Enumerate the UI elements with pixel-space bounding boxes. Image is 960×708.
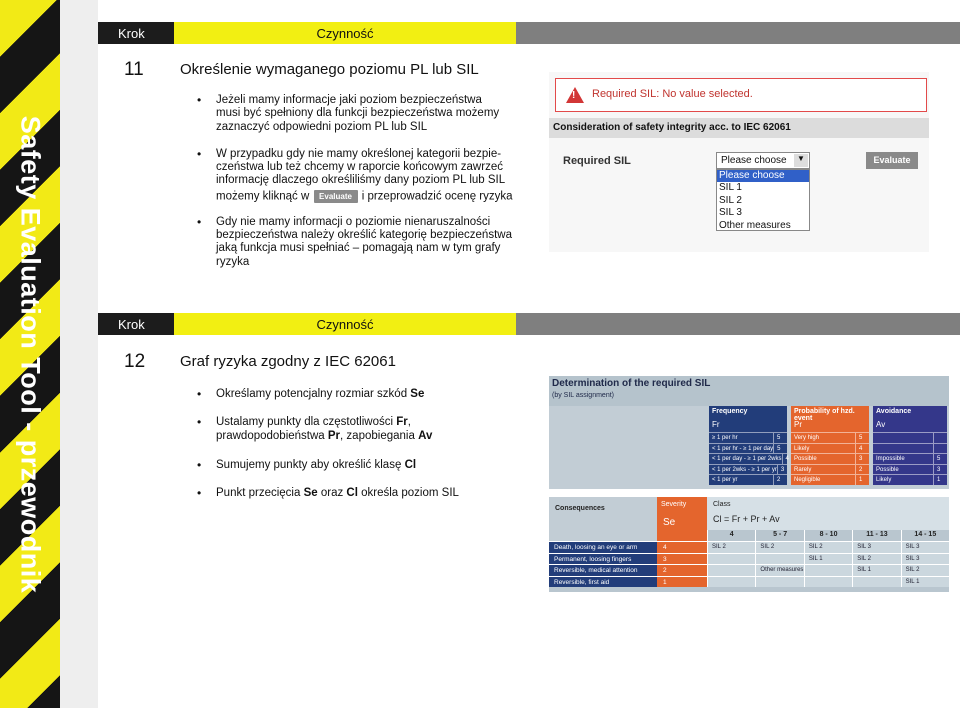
bullet-line: • Gdy nie mamy informacji o poziomie nienaruszalności (216, 215, 491, 228)
sil-option: Please choose (717, 170, 809, 182)
bullet-line: czeństwa lub też chcemy w raporcie końcowym zawrzeć (216, 161, 503, 174)
consequences-header: Consequences (549, 497, 657, 541)
sil-cell (707, 553, 755, 565)
row-points: 5 (773, 444, 787, 454)
row-label: Very high (794, 435, 820, 441)
bullet-line: zaznaczyć odpowiedni poziom PL lub SIL (216, 120, 428, 133)
side-title: Safety Evaluation Tool - przewodnik (15, 115, 46, 593)
table-row (791, 443, 869, 454)
sil-cell: SIL 3 (901, 553, 949, 565)
row-points: 5 (933, 454, 947, 464)
row-label (873, 433, 933, 443)
probability-table (791, 406, 869, 485)
sil-option: SIL 1 (719, 182, 742, 194)
section-title: Consideration of safety integrity acc. to IEC 62061 (549, 118, 929, 138)
matrix-row (549, 564, 949, 576)
table-symbol: Pr (791, 420, 869, 432)
frequency-table (709, 406, 787, 485)
bullet-line: ryzyka (216, 255, 250, 268)
table-row (791, 474, 869, 485)
sil-cell (707, 564, 755, 576)
warning-icon: ! (566, 87, 584, 103)
determination-header: Determination of the required SIL (by SIL assignment) (549, 376, 949, 406)
table-title: Avoidance (873, 406, 947, 420)
evaluate-button[interactable]: Evaluate (866, 152, 918, 169)
bullet-item (216, 216, 513, 269)
row-label: Likely (794, 445, 810, 452)
sil-option: Other measures (719, 219, 791, 231)
header-czynnosc: Czynność (174, 313, 516, 335)
sil-cell (755, 576, 803, 588)
step-number: 12 (124, 351, 146, 372)
row-points: 1 (855, 475, 869, 485)
row-points: 2 (773, 475, 787, 485)
sil-cell (755, 553, 803, 565)
bullet-item: prawdopodobieństwa Pr, zapobiegania Av (216, 430, 433, 442)
row-points: 3 (777, 465, 787, 475)
sil-cell: Other measures (755, 564, 803, 576)
sil-cell (852, 576, 900, 588)
consequence-label: Reversible, medical attention (549, 564, 657, 576)
required-sil-screenshot (549, 72, 929, 252)
row-label: < 1 per hr - ≥ 1 per day (712, 445, 774, 452)
bullet-item (216, 148, 513, 204)
header-krok: Krok (98, 313, 174, 335)
table-title: Probability of hzd. event (791, 406, 869, 420)
row-label: Possible (794, 456, 817, 462)
row-label: < 1 per yr (712, 477, 738, 483)
evaluate-inline-button: Evaluate (314, 190, 358, 203)
bullet-line: informację dlaczego określiliśmy dany poziom PL lub SIL (216, 174, 506, 187)
class-range: 8 - 10 (804, 530, 852, 541)
sil-cell: SIL 2 (755, 541, 803, 553)
table-row (873, 443, 947, 454)
severity-value: 4 (657, 541, 707, 553)
sil-cell (804, 564, 852, 576)
step-title: Graf ryzyka zgodny z IEC 62061 (180, 353, 396, 370)
class-range: 14 - 15 (901, 530, 949, 541)
row-points: 4 (782, 454, 789, 464)
sil-cell: SIL 1 (804, 553, 852, 565)
severity-value: 3 (657, 553, 707, 565)
table-row (709, 464, 787, 475)
severity-value: 2 (657, 564, 707, 576)
table-row (709, 432, 787, 443)
sil-cell: SIL 3 (901, 541, 949, 553)
header-czynnosc: Czynność (174, 22, 516, 44)
bullet-item: • Punkt przecięcia Se oraz Cl określa poziom SIL (216, 487, 459, 500)
bullet-line: musi być spełniony dla funkcji bezpieczeństwa możemy (216, 107, 500, 120)
row-points: 1 (933, 475, 947, 485)
bullet-item: • Ustalamy punkty dla częstotliwości Fr, (216, 416, 411, 429)
sil-cell: SIL 2 (707, 541, 755, 553)
sil-cell: SIL 3 (852, 541, 900, 553)
bullet-item: • Sumujemy punkty aby określić klasę Cl (216, 459, 416, 472)
table-row (873, 474, 947, 485)
sil-option: SIL 2 (719, 194, 742, 206)
severity-value: 1 (657, 576, 707, 588)
table-row (791, 453, 869, 464)
step-title: Określenie wymaganego poziomu PL lub SIL (180, 61, 479, 78)
row-points (933, 444, 947, 454)
required-sil-label: Required SIL (563, 155, 631, 167)
sil-cell (707, 576, 755, 588)
row-label: Negligible (794, 477, 821, 483)
avoidance-table (873, 406, 947, 485)
table-symbol: Av (873, 420, 947, 432)
bullet-item: • Określamy potencjalny rozmiar szkód Se (216, 388, 424, 401)
class-header: Class Cl = Fr + Pr + Av (707, 497, 949, 530)
row-points: 3 (855, 454, 869, 464)
table-row (709, 453, 787, 464)
sil-cell (804, 576, 852, 588)
sil-cell: SIL 2 (901, 564, 949, 576)
row-label: < 1 per day - ≥ 1 per 2wks (712, 456, 782, 462)
class-range: 4 (707, 530, 755, 541)
matrix-row (549, 576, 949, 588)
bullet-line: bezpieczeństwa należy określić kategorię bezpieczeństwa (216, 228, 512, 241)
consequence-label: Reversible, first aid (549, 576, 657, 588)
bullet-item (216, 94, 513, 134)
table-symbol: Fr (709, 420, 787, 432)
sil-cell: SIL 1 (852, 564, 900, 576)
row-label: Rarely (794, 466, 812, 473)
table-row (791, 432, 869, 443)
row-points: 5 (855, 433, 869, 443)
class-ranges (707, 530, 949, 541)
sil-cell: SIL 2 (804, 541, 852, 553)
step-header-1 (98, 22, 960, 44)
sil-options-list (716, 169, 810, 231)
row-points: 5 (773, 433, 787, 443)
row-label: Possible (876, 466, 899, 473)
matrix-row (549, 553, 949, 565)
severity-header: Severity Se (657, 497, 707, 541)
row-label: Impossible (876, 456, 905, 462)
matrix-row (549, 541, 949, 553)
row-points: 3 (933, 465, 947, 475)
bullet-line: możemy kliknąć w Evaluate i przeprowadzić ocenę ryzyka (216, 190, 513, 203)
table-title: Frequency (709, 406, 787, 420)
header-krok: Krok (98, 22, 174, 44)
bullet-line: jaką funkcja musi spełniać – pomagają nam w tym grafy (216, 242, 501, 255)
sil-matrix-screenshot (549, 497, 949, 592)
required-sil-select[interactable]: Please choose ▼ (716, 152, 810, 169)
sil-determination-screenshot (549, 376, 949, 489)
error-message: ! Required SIL: No value selected. (555, 78, 927, 112)
table-row (709, 443, 787, 454)
consequence-label: Permanent, loosing fingers (549, 553, 657, 565)
row-points: 2 (855, 465, 869, 475)
table-row (791, 464, 869, 475)
row-label (873, 444, 933, 454)
sil-cell: SIL 2 (852, 553, 900, 565)
table-row (873, 453, 947, 464)
chevron-down-icon[interactable]: ▼ (794, 154, 808, 167)
bullet-line: • Jeżeli mamy informacje jaki poziom bezpieczeństwa (216, 94, 482, 106)
row-points: 4 (855, 444, 869, 454)
header-fill (516, 22, 960, 44)
class-range: 5 - 7 (755, 530, 803, 541)
row-label: < 1 per 2wks - ≥ 1 per yr (712, 466, 777, 473)
step-header-2 (98, 313, 960, 335)
sil-option: SIL 3 (719, 207, 742, 219)
bullet-line: • W przypadku gdy nie mamy określonej kategorii bezpie- (216, 147, 502, 160)
step-number: 11 (124, 59, 144, 80)
step11-bullets (216, 94, 513, 269)
row-label: Likely (876, 477, 892, 483)
class-range: 11 - 13 (852, 530, 900, 541)
table-row (873, 464, 947, 475)
sil-cell: SIL 1 (901, 576, 949, 588)
row-label: ≥ 1 per hr (712, 435, 738, 441)
row-points (933, 433, 947, 443)
side-gray-band (60, 0, 98, 708)
table-row (873, 432, 947, 443)
header-fill (516, 313, 960, 335)
table-row (709, 474, 787, 485)
consequence-label: Death, loosing an eye or arm (549, 541, 657, 553)
